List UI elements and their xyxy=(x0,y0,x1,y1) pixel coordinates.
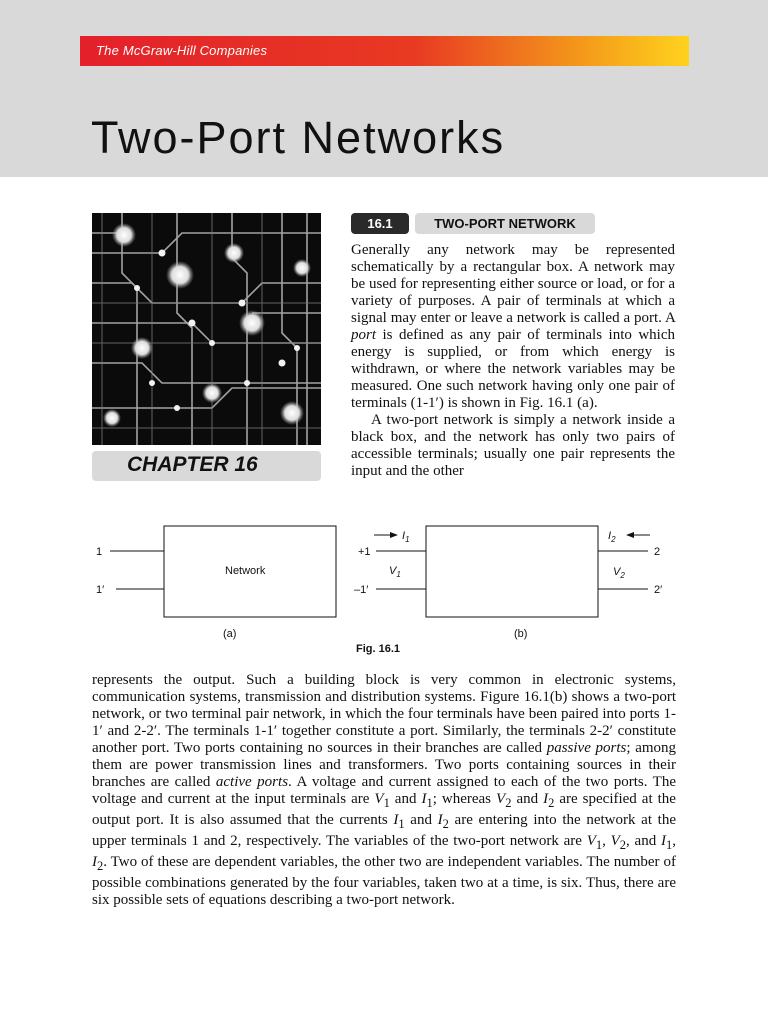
current-i2-label: $I_2$ xyxy=(608,530,616,544)
current-i1-label: $I_1$ xyxy=(402,530,410,544)
terminal-label-1p: 1′ xyxy=(96,584,105,596)
terminal-label-plus1: +1 xyxy=(358,546,371,558)
section-title: TWO-PORT NETWORK xyxy=(415,213,595,234)
voltage-v2-label: $V_2$ xyxy=(613,566,625,580)
terminal-label-minus1p: –1′ xyxy=(354,584,369,596)
current-i1-arrowhead xyxy=(390,532,398,538)
column-text-run: is defined as any pair of terminals into which energy is supplied, or from which energy is withdrawn, or where the network variables may be measured. One such network having only one pair of terminals (1-1′) is shown in Fig. 16.1 (a). xyxy=(351,327,675,411)
section-number: 16.1 xyxy=(351,213,409,234)
body-paragraph: represents the output. Such a building block is very common in electronic systems, communication systems, transmission and distribution systems. Figure 16.1(b) shows a two-port network, or two terminal pair network, in which the four terminals have been paired into ports 1-1′ and 2-2′. The terminals 1-1′ together constitute a port. Similarly, the terminals 2-2′ constitute another port. Two ports containing no sources in their branches are called passive ports; among them are power transmission lines and transformers. Two ports containing sources in their branches are called active ports. A voltage and current assigned to each of the two ports. The voltage and current at the input terminals are $V_1$ and $I_1$; whereas $V_2$ and $I_2$ are specified at the output port. It is also assumed that the currents $I_1$ and $I_2$ are entering into the network at the upper terminals 1 and 2, respectively. The variables of the two-port network are $V_1$, $V_2$, and $I_1$, $I_2$. Two of these are dependent variables, the other two are independent variables. The number of possible combinations generated by the four variables, taken two at a time, is six. Thus, there are six possible sets of equations describing a two-port network. xyxy=(92,672,677,908)
body-text xyxy=(92,672,676,909)
chapter-label: CHAPTER 16 xyxy=(127,453,258,476)
column-text-emphasis: port xyxy=(351,327,377,343)
subfigure-label-a: (a) xyxy=(223,628,237,640)
chapter-image xyxy=(92,213,321,445)
publisher-name: The McGraw-Hill Companies xyxy=(96,43,268,58)
network-label: Network xyxy=(225,565,266,577)
page-title: Two-Port Networks xyxy=(91,112,506,163)
chapter-badge xyxy=(92,451,321,481)
two-port-network-diagram xyxy=(92,515,692,650)
term-passive-ports: passive ports xyxy=(546,740,627,756)
current-i2-arrowhead xyxy=(626,532,634,538)
figure-caption: Fig. 16.1 xyxy=(356,643,401,655)
header-band xyxy=(0,0,768,177)
column-paragraph-1 xyxy=(351,242,675,412)
network-box-b xyxy=(426,526,598,617)
term-active-ports: active ports xyxy=(215,774,289,790)
subfigure-label-b: (b) xyxy=(514,628,528,640)
terminal-label-2p: 2′ xyxy=(654,584,663,596)
terminal-label-1: 1 xyxy=(96,546,103,558)
column-paragraph-2: A two-port network is simply a network inside a black box, and the network has only two pairs of accessible terminals; usually one pair represents the input and the other xyxy=(351,412,675,479)
voltage-v1-label: $V_1$ xyxy=(389,565,401,579)
column-text-run: Generally any network may be represented schematically by a rectangular box. A network may be used for representing either source or load, or for a variety of purposes. A pair of terminals at which a signal may enter or leave a network is called a port. A xyxy=(351,242,675,326)
terminal-label-2: 2 xyxy=(654,546,661,558)
column-text xyxy=(351,242,675,480)
circuit-board-illustration xyxy=(92,213,321,445)
publisher-bar xyxy=(80,36,689,66)
